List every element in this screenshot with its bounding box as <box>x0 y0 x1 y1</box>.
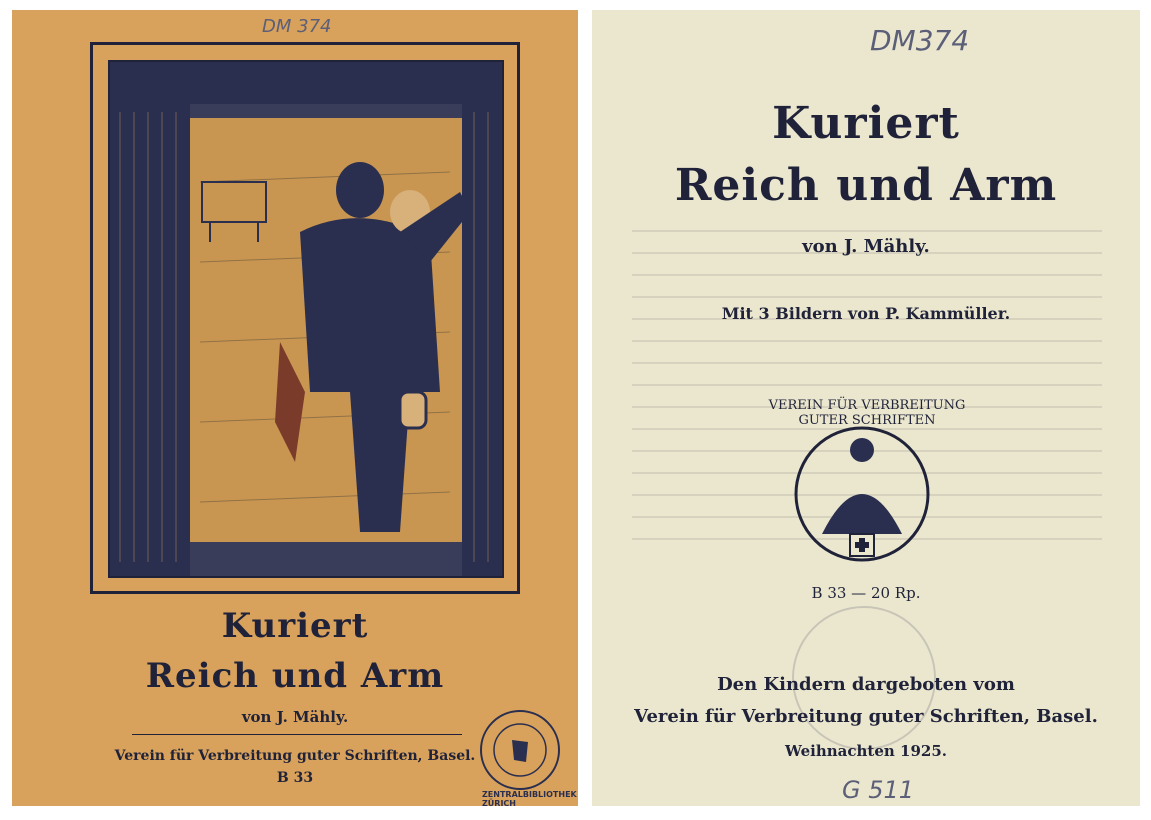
title-page-title-line2: Reich und Arm <box>674 160 1058 211</box>
cover-panel <box>12 10 578 806</box>
cover-title-line2: Reich und Arm <box>145 656 445 696</box>
cover-shelfmark: DM 374 <box>262 16 332 37</box>
cover-publisher: Verein für Verbreitung guter Schriften, Basel. <box>114 748 476 764</box>
title-page-author: von J. Mähly. <box>802 236 930 257</box>
library-stamp <box>480 710 560 790</box>
title-page-title-line1: Kuriert <box>772 98 960 149</box>
cover-author: von J. Mähly. <box>241 708 349 726</box>
title-page-panel <box>592 10 1140 806</box>
price-line: B 33 — 20 Rp. <box>811 584 921 602</box>
title-page-shelfmark: DM374 <box>870 24 970 57</box>
cover-divider <box>132 734 462 735</box>
cover-title-line1: Kuriert <box>221 606 369 646</box>
cover-illustration <box>108 60 504 578</box>
date-line: Weihnachten 1925. <box>784 742 947 760</box>
seal-text: VEREIN FÜR VERBREITUNG GUTER SCHRIFTEN <box>768 398 966 428</box>
library-stamp-text: ZENTRALBIBLIOTHEK ZÜRICH <box>482 790 577 808</box>
dedication-line1: Den Kindern dargeboten vom <box>717 674 1015 695</box>
cover-series: B 33 <box>276 770 314 786</box>
handwritten-code: G 511 <box>842 776 915 804</box>
dedication-line2: Verein für Verbreitung guter Schriften, Basel. <box>634 706 1098 727</box>
illustrations-credit: Mit 3 Bildern von P. Kammüller. <box>721 304 1011 323</box>
